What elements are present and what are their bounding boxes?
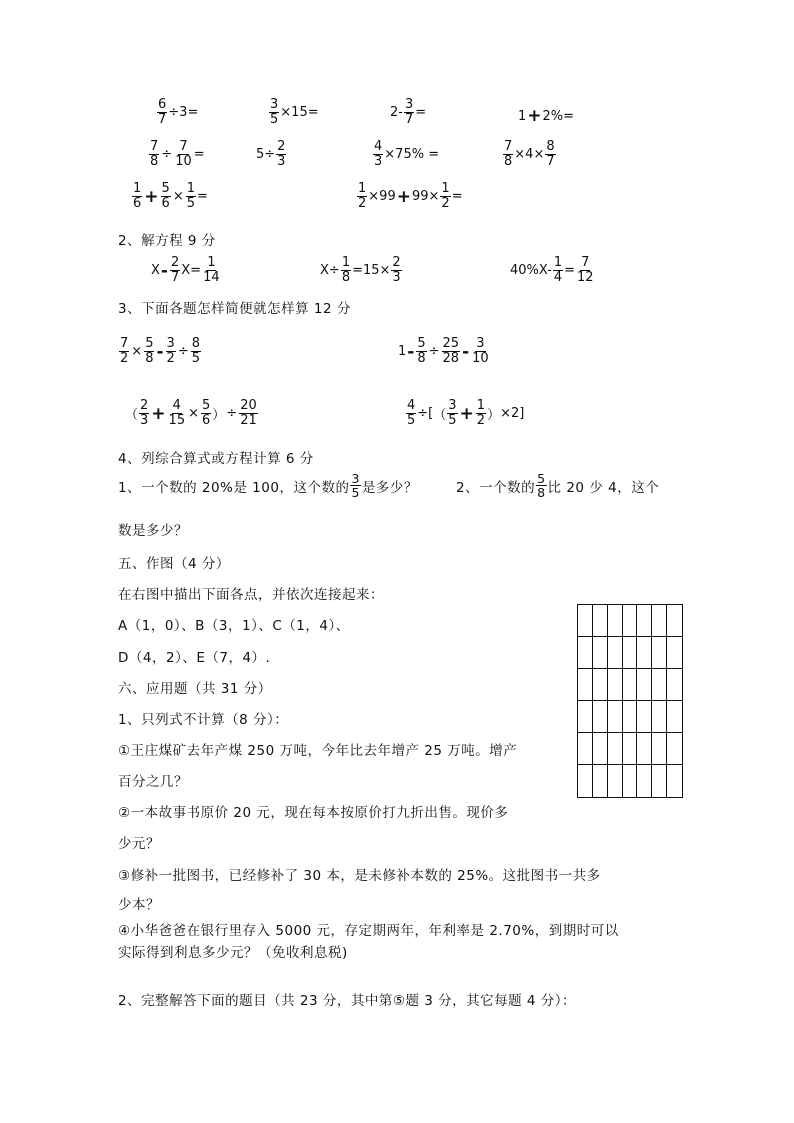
app-q3-line-2: 少本？ <box>118 897 160 913</box>
expr-5-div-2-3: 5÷ $\frac{2}{3}$ <box>256 139 286 169</box>
word-problem-1: 1、一个数的 20%是 100，这个数的 $\frac{3}{5}$ 是多少？ <box>118 471 418 500</box>
fraction: $\frac{7}{12}$ <box>577 255 594 285</box>
word-problem-2: 2、一个数的 $\frac{5}{8}$ 比 20 少 4，这个 <box>456 471 660 500</box>
fraction: $\frac{1}{2}$ <box>476 398 486 428</box>
fraction: $\frac{7}{8}$ <box>150 139 159 169</box>
section-6-sub-1: 1、只列式不计算（8 分）： <box>118 712 289 728</box>
fraction: $\frac{5}{8}$ <box>537 471 546 500</box>
fraction: $\frac{2}{3}$ <box>140 398 149 428</box>
expr-1-6-plus-5-6-times-1-5: $\frac{1}{6}$ + $\frac{5}{6}$ × $\frac{1}{5}$ = <box>133 181 208 211</box>
fraction: $\frac{3}{7}$ <box>404 97 414 127</box>
fraction: $\frac{25}{28}$ <box>442 336 460 366</box>
app-q1-line-1: ①王庄煤矿去年产煤 250 万吨，今年比去年增产 25 万吨。增产 <box>118 743 518 759</box>
fraction: $\frac{1}{14}$ <box>203 255 220 285</box>
app-q1-line-2: 百分之几？ <box>118 774 188 790</box>
fraction: $\frac{1}{2}$ <box>358 181 367 211</box>
fraction: $\frac{1}{8}$ <box>341 255 351 285</box>
fraction: $\frac{7}{2}$ <box>120 336 129 366</box>
points-line-1: A（1，0）、B（3，1）、C（1，4）、 <box>118 618 350 634</box>
fraction: $\frac{3}{5}$ <box>448 398 457 428</box>
fraction: $\frac{20}{21}$ <box>240 398 257 428</box>
simplify-expr-2: 1 - $\frac{5}{8}$ ÷ $\frac{25}{28}$ - $\frac{3}{10}$ <box>398 336 489 366</box>
fraction: $\frac{7}{10}$ <box>175 139 192 169</box>
expr-2-minus-3-7: 2- $\frac{3}{7}$ = <box>390 97 427 127</box>
section-4-title: 4、列综合算式或方程计算 6 分 <box>118 451 314 467</box>
section-2-title: 2、解方程 9 分 <box>118 233 216 249</box>
equation-3: 40%X- $\frac{1}{4}$ = $\frac{7}{12}$ <box>510 255 594 285</box>
section-6-title: 六、应用题（共 31 分） <box>118 681 272 697</box>
fraction: $\frac{1}{4}$ <box>553 255 563 285</box>
section-6-sub-2: 2、完整解答下面的题目（共 23 分，其中第⑤题 3 分，其它每题 4 分）： <box>118 993 577 1009</box>
simplify-expr-3: （ $\frac{2}{3}$ + $\frac{4}{15}$ × $\frac{5}{6}$ ） ÷ $\frac{20}{21}$ <box>125 398 257 428</box>
equation-2: X÷ $\frac{1}{8}$ =15× $\frac{2}{3}$ <box>320 255 401 285</box>
fraction: $\frac{5}{6}$ <box>161 181 170 211</box>
fraction: $\frac{1}{2}$ <box>441 181 450 211</box>
fraction: $\frac{3}{5}$ <box>270 97 279 127</box>
expr-7-8-div-7-10: $\frac{7}{8}$ ÷ $\frac{7}{10}$ = <box>150 139 205 169</box>
section-3-title: 3、下面各题怎样简便就怎样算 12 分 <box>118 301 351 317</box>
expr-4-3-times-75pct: $\frac{4}{3}$ ×75% = <box>374 139 440 169</box>
expr-6-7-div-3: $\frac{6}{7}$ ÷3= <box>158 97 199 127</box>
expr-3-5-times-15: $\frac{3}{5}$ ×15= <box>270 97 319 127</box>
app-q4-line-2: 实际得到利息多少元？（免收利息税) <box>118 945 348 961</box>
fraction: $\frac{2}{3}$ <box>277 139 286 169</box>
expr-1-plus-2pct: 1 + 2%= <box>518 106 575 126</box>
fraction: $\frac{3}{10}$ <box>472 336 489 366</box>
fraction: $\frac{1}{6}$ <box>133 181 142 211</box>
app-q4-line-1: ④小华爸爸在银行里存入 5000 元，存定期两年，年利率是 2.70%，到期时可以 <box>118 923 619 939</box>
app-q3-line-1: ③修补一批图书，已经修补了 30 本，是未修补本数的 25%。这批图书一共多 <box>118 868 601 884</box>
fraction: $\frac{5}{6}$ <box>202 398 211 428</box>
section-5-instruction: 在右图中描出下面各点，并依次连接起来： <box>118 587 384 603</box>
fraction: $\frac{5}{8}$ <box>145 336 154 366</box>
fraction: $\frac{4}{15}$ <box>168 398 186 428</box>
expr-7-8-times-4-times-8-7: $\frac{7}{8}$ ×4× $\frac{8}{7}$ <box>504 139 555 169</box>
fraction: $\frac{3}{2}$ <box>166 336 175 366</box>
app-q2-line-1: ②一本故事书原价 20 元，现在每本按原价打九折出售。现价多 <box>118 805 509 821</box>
fraction: $\frac{3}{5}$ <box>351 471 360 500</box>
fraction: $\frac{5}{8}$ <box>417 336 426 366</box>
fraction: $\frac{4}{3}$ <box>374 139 383 169</box>
simplify-expr-1: $\frac{7}{2}$ × $\frac{5}{8}$ - $\frac{3}{2}$ ÷ $\frac{8}{5}$ <box>120 336 200 366</box>
section-5-title: 五、作图（4 分） <box>118 556 230 572</box>
word-problem-2-cont: 数是多少？ <box>118 523 188 539</box>
fraction: $\frac{4}{5}$ <box>407 398 416 428</box>
fraction: $\frac{7}{8}$ <box>504 139 513 169</box>
equation-1: X - $\frac{2}{7}$ X= $\frac{1}{14}$ <box>151 255 220 285</box>
fraction: $\frac{1}{5}$ <box>186 181 195 211</box>
fraction: $\frac{8}{5}$ <box>191 336 200 366</box>
fraction: $\frac{2}{7}$ <box>170 255 180 285</box>
app-q2-line-2: 少元？ <box>118 836 160 852</box>
fraction: $\frac{2}{3}$ <box>392 255 401 285</box>
fraction: $\frac{8}{7}$ <box>546 139 555 169</box>
drawing-grid <box>577 604 683 798</box>
points-line-2: D（4，2）、E（7，4）. <box>118 650 271 666</box>
simplify-expr-4: $\frac{4}{5}$ ÷[ （ $\frac{3}{5}$ + $\frac{1}{2}$ ） ×2] <box>407 398 525 428</box>
fraction: $\frac{6}{7}$ <box>158 97 167 127</box>
expr-1-2-times-99-plus-99-times-1-2: $\frac{1}{2}$ ×99 + 99× $\frac{1}{2}$ = <box>358 181 463 211</box>
